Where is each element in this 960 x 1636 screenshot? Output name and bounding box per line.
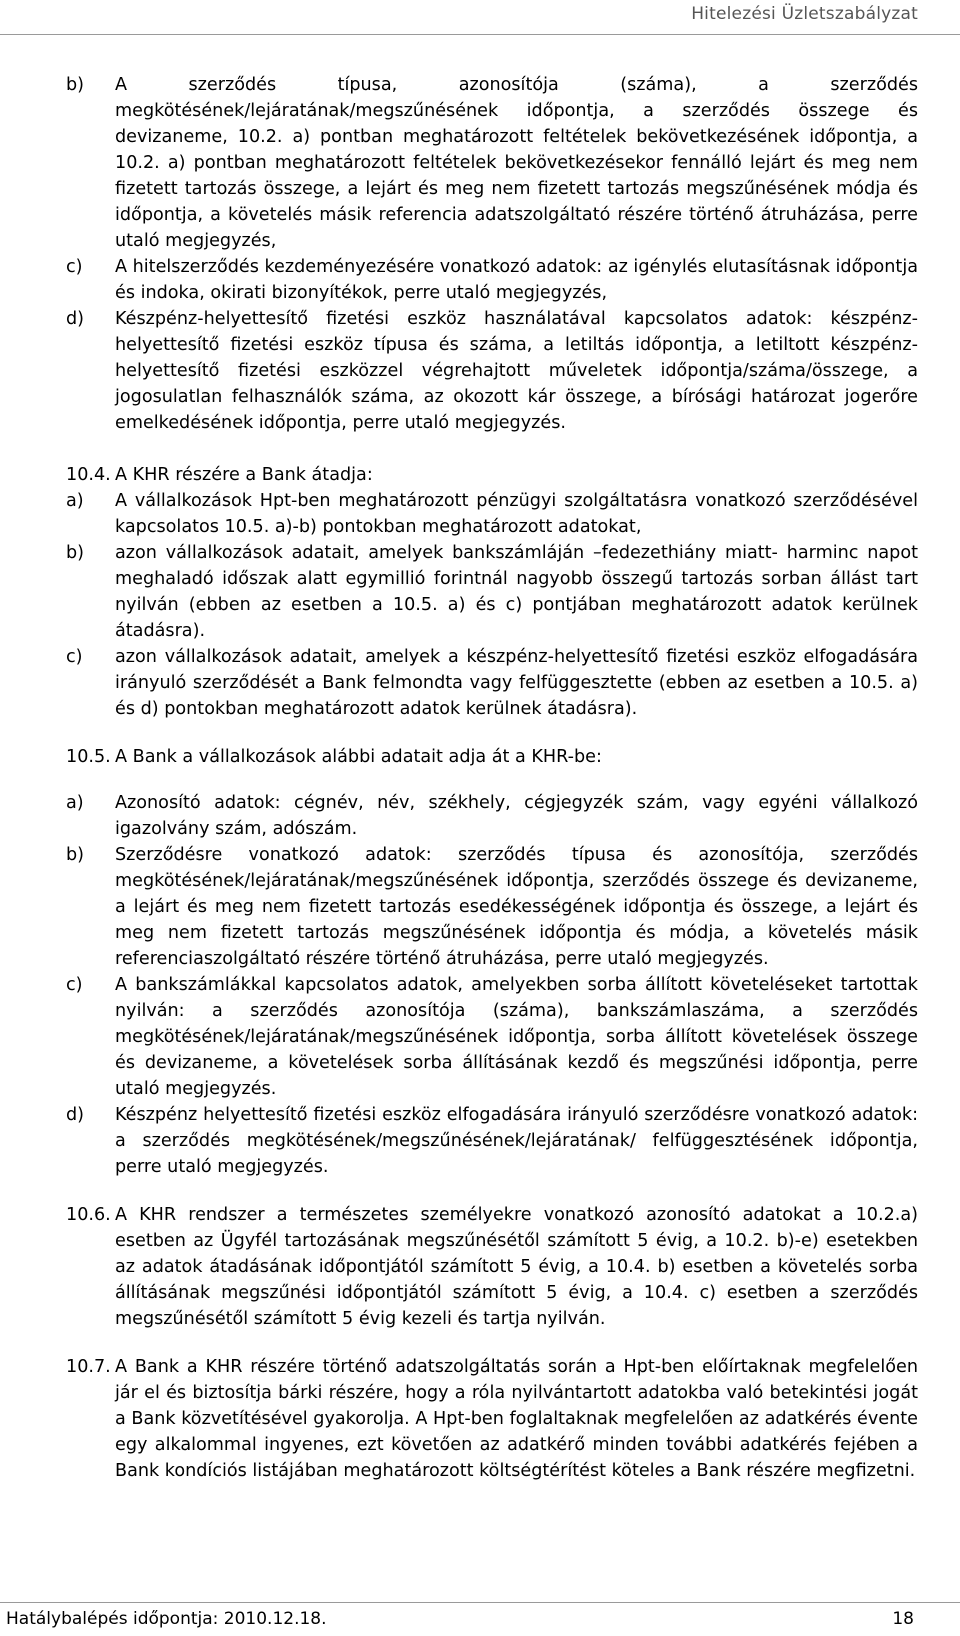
list-item <box>66 306 918 436</box>
section-intro: A KHR részére a Bank átadja: <box>115 465 373 485</box>
continuation-list <box>66 72 918 436</box>
section-text: A KHR rendszer a természetes személyekre vonatkozó azonosító adatokat a 10.2.a) esetben az Ügyfél tartozásának megszűnésétől számított 5 évig, a 10.2. b)-e) esetekben az adatok átadásának időpontjától számított 5 évig, a 10.4. b) esetben a követelés sorba állításának megszűnési időpontjától számított 5 évig, a 10.4. c) esetben a szerződés megszűnésétől számított 5 évig kezeli és tartja nyilván. <box>115 1205 918 1329</box>
list-item-text: azon vállalkozások adatait, amelyek a készpénz-helyettesítő fizetési eszköz elfogadására irányuló szerződését a Bank felmondta vagy felfüggesztette (ebben az esetben a 10.5. a) és d) pontokban meghatározott adatok kerülnek átadásra). <box>115 647 918 719</box>
section-paragraph <box>66 1202 918 1332</box>
section-heading <box>66 462 918 488</box>
section-text: A Bank a KHR részére történő adatszolgáltatás során a Hpt-ben előírtaknak megfelelően jár el és biztosítja bárki részére, hogy a róla nyilvántartott adatokba való betekintési jogát a Bank közvetítésével gyakorolja. A Hpt-ben foglaltaknak megfelelően az adatkérés évente egy alkalommal ingyenes, ezt követően az adatkérő minden további adatkérés fejében a Bank kondíciós listájában meghatározott költségtérítést köteles a Bank részére megfizetni. <box>115 1357 918 1481</box>
list-item-label: c) <box>66 975 83 995</box>
section-10-6 <box>66 1202 918 1332</box>
list-item <box>66 540 918 644</box>
section-paragraph <box>66 1354 918 1484</box>
list-item-text: A vállalkozások Hpt-ben meghatározott pénzügyi szolgáltatásra vonatkozó szerződésével kapcsolatos 10.5. a)-b) pontokban meghatározott adatokat, <box>115 491 918 537</box>
section-number: 10.6. <box>66 1205 111 1225</box>
section-10-5 <box>66 744 918 1180</box>
list-item <box>66 644 918 722</box>
section-heading <box>66 744 918 770</box>
page-number: 18 <box>892 1609 914 1629</box>
list-item-label: b) <box>66 75 85 95</box>
list-item-label: a) <box>66 491 84 511</box>
list-item-text: A szerződés típusa, azonosítója (száma), a szerződés megkötésének/lejáratának/megszűnésének időpontja, a szerződés összege és devizaneme, 10.2. a) pontban meghatározott feltételek bekövetkezésének időpontja, a 10.2. a) pontban meghatározott feltételek bekövetkezésekor fennálló lejárt és meg nem fizetett tartozás összege, a lejárt és meg nem fizetett tartozás megszűnésének módja és időpontja, a követelés másik referencia adatszolgáltató részére történő átruházása, perre utaló megjegyzés, <box>115 75 918 251</box>
list-item-text: Szerződésre vonatkozó adatok: szerződés típusa és azonosítója, szerződés megkötésének/lejáratának/megszűnésének időpontja, szerződés összege és devizaneme, a lejárt és meg nem fizetett tartozás esedékességének időpontja és összege, a lejárt és meg nem fizetett tartozás megszűnésének időpontja és módja, a követelés másik referenciaszolgáltató részére történő átruházása, perre utaló megjegyzés. <box>115 845 918 969</box>
list-item-text: Készpénz-helyettesítő fizetési eszköz használatával kapcsolatos adatok: készpénz-helyettesítő fizetési eszköz típusa és száma, a letiltás időpontja, a letiltott készpénz-helyettesítő fizetési eszközzel végrehajtott műveletek időpontja/száma/összege, a jogosulatlan felhasználók száma, az okozott kár összege, a bírósági határozat jogerőre emelkedésének időpontja, perre utaló megjegyzés. <box>115 309 918 433</box>
list-item-label: b) <box>66 543 85 563</box>
list-item <box>66 790 918 842</box>
section-10-4 <box>66 462 918 722</box>
list-item-text: A bankszámlákkal kapcsolatos adatok, amelyekben sorba állított követeléseket tartottak nyilván: a szerződés azonosítója (száma), bankszámlaszáma, a szerződés megkötésének/lejáratának/megszűnésének időpontja, sorba állított követelések összege és devizaneme, a követelések sorba állításának kezdő és megszűnési időpontja, perre utaló megjegyzés. <box>115 975 918 1099</box>
section-number: 10.7. <box>66 1357 111 1377</box>
list-item <box>66 1102 918 1180</box>
section-number: 10.5. <box>66 747 111 767</box>
footer-divider <box>0 1602 960 1603</box>
list-item <box>66 254 918 306</box>
list-item-label: c) <box>66 647 83 667</box>
section-intro: A Bank a vállalkozások alábbi adatait adja át a KHR-be: <box>115 747 602 767</box>
list-item-text: azon vállalkozások adatait, amelyek bankszámláján –fedezethiány miatt- harminc napot meghaladó időszak alatt egymillió forintnál nagyobb összegű tartozás sorban állást tart nyilván (ebben az esetben a 10.5. a) és c) pontjában meghatározott adatok kerülnek átadásra). <box>115 543 918 641</box>
list-item-label: d) <box>66 309 85 329</box>
header-title: Hitelezési Üzletszabályzat <box>691 4 918 24</box>
section-10-7 <box>66 1354 918 1484</box>
list-item-label: d) <box>66 1105 85 1125</box>
document-body <box>66 72 918 1484</box>
header-divider <box>0 34 960 35</box>
list-item <box>66 842 918 972</box>
list-item <box>66 72 918 254</box>
list-item-text: Készpénz helyettesítő fizetési eszköz elfogadására irányuló szerződésre vonatkozó adatok: a szerződés megkötésének/megszűnésének/lejáratának/ felfüggesztésének időpontja, perre utaló megjegyzés. <box>115 1105 918 1177</box>
list-item <box>66 488 918 540</box>
list-item-text: A hitelszerződés kezdeményezésére vonatkozó adatok: az igénylés elutasításnak időpontja és indoka, okirati bizonyítékok, perre utaló megjegyzés, <box>115 257 918 303</box>
section-number: 10.4. <box>66 465 111 485</box>
list-item-text: Azonosító adatok: cégnév, név, székhely, cégjegyzék szám, vagy egyéni vállalkozó igazolvány szám, adószám. <box>115 793 918 839</box>
list-item <box>66 972 918 1102</box>
footer-effective-date: Hatálybalépés időpontja: 2010.12.18. <box>6 1609 327 1629</box>
list-item-label: c) <box>66 257 83 277</box>
list-item-label: a) <box>66 793 84 813</box>
list-item-label: b) <box>66 845 85 865</box>
